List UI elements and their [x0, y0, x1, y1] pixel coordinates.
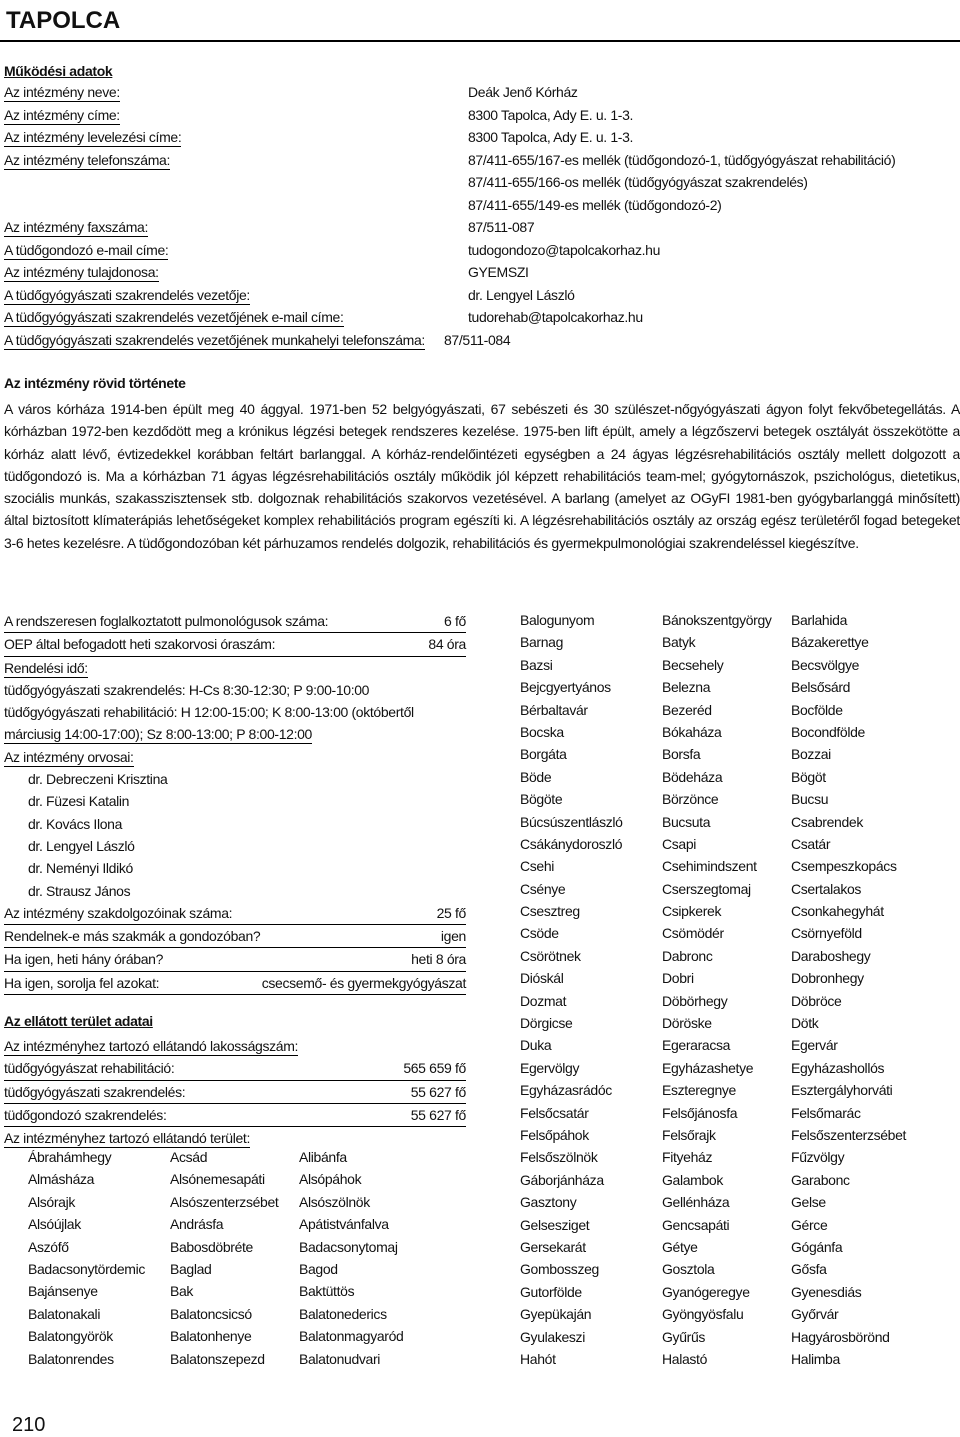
operational-data-title: Működési adatok — [4, 63, 113, 79]
settlement-name: Csesztreg — [520, 903, 580, 920]
settlement-name: Acsád — [170, 1149, 208, 1165]
settlement-name: Csapi — [662, 835, 697, 852]
operational-data-row — [4, 239, 944, 262]
operational-data-row — [4, 284, 944, 307]
settlement-name: Bazsi — [520, 656, 553, 673]
settlement-name: Csertalakos — [791, 880, 862, 897]
doctors-list — [4, 768, 466, 902]
settlement-name: Balogunyom — [520, 612, 595, 628]
settlement-name: Gyenesdiás — [791, 1283, 862, 1300]
settlement-name: Borsfa — [662, 746, 701, 763]
settlement-name: Csehi — [520, 858, 555, 875]
other-professions-row — [4, 925, 466, 948]
operational-data-row — [4, 171, 944, 194]
population-rows — [4, 1057, 466, 1127]
settlement-name: Bagod — [299, 1260, 338, 1277]
settlement-name: Alsórajk — [28, 1193, 75, 1210]
doctor-item — [4, 790, 466, 812]
settlement-name: Csonkahegyhát — [791, 903, 884, 920]
settlement-name: Bocska — [520, 723, 564, 740]
operational-data-label: A tüdőgyógyászati szakrendelés vezetője: — [4, 286, 250, 303]
settlement-name: Balatonrendes — [28, 1350, 114, 1367]
doctor-name: dr. Strausz János — [28, 882, 131, 899]
settlement-name: Bucsu — [791, 791, 829, 808]
settlement-name: Bödeháza — [662, 768, 723, 785]
settlement-name: Gosztola — [662, 1261, 715, 1278]
pulmonologists-row — [4, 610, 466, 633]
settlement-name: Belsősárd — [791, 679, 851, 696]
weekly-hours-label: Ha igen, heti hány órában? — [4, 951, 164, 968]
settlement-name: Döbröce — [791, 992, 842, 1009]
settlement-name: Gyulakeszi — [520, 1328, 585, 1345]
settlement-name: Felsőpáhok — [520, 1126, 589, 1143]
settlement-name: Dobri — [662, 970, 694, 987]
settlement-name: Csehimindszent — [662, 858, 757, 875]
settlement-name: Bocondfölde — [791, 723, 865, 740]
settlement-name: Csabrendek — [791, 813, 863, 830]
settlement-name: Győrvár — [791, 1306, 839, 1323]
operational-data-row — [4, 261, 944, 284]
settlement-name: Almásháza — [28, 1171, 95, 1188]
operational-data-section — [4, 62, 944, 351]
settlement-name: Bérbaltavár — [520, 701, 588, 718]
population-row-value: 55 627 fő — [410, 1106, 466, 1123]
settlement-name: Bázakerettye — [791, 634, 869, 651]
settlement-name: Egervölgy — [520, 1059, 580, 1076]
settlement-name: Alsószölnök — [299, 1193, 370, 1210]
weekly-hours-row — [4, 948, 466, 971]
doctor-item — [4, 880, 466, 902]
settlement-name: Gyanógeregye — [662, 1283, 750, 1300]
settlement-name: Balatonudvari — [299, 1350, 381, 1367]
settlement-name: Alsószenterzsébet — [170, 1193, 279, 1210]
operational-data-label: A tüdőgyógyászati szakrendelés vezetőjének e-mail címe: — [4, 309, 344, 325]
settlement-name: Bak — [170, 1283, 194, 1300]
settlement-name: Belezna — [662, 679, 711, 696]
settlement-name: Egervár — [791, 1037, 838, 1054]
hours-label-row — [4, 657, 466, 679]
professions-list-row — [4, 972, 466, 995]
operational-data-label: A tüdőgyógyászati szakrendelés vezetőjének munkahelyi telefonszáma: — [4, 331, 425, 348]
settlement-name: Csénye — [520, 880, 566, 897]
settlement-name: Felsőrajk — [662, 1126, 716, 1143]
settlement-name: Batyk — [662, 634, 696, 651]
area-section — [4, 1035, 466, 1149]
settlement-name: Csörnyeföld — [791, 925, 862, 942]
operational-data-value: 8300 Tapolca, Ady E. u. 1-3. — [468, 129, 634, 145]
settlement-name: Gutorfölde — [520, 1283, 582, 1300]
hours-line-2-text: tüdőgyógyászati rehabilitáció: H 12:00-15:00; K 8:00-13:00 (októbertől — [4, 704, 414, 721]
operational-data-value: 87/411-655/167-es mellék (tüdőgondozó-1, tüdőgyógyászat rehabilitáció) — [468, 151, 896, 168]
operational-data-label: Az intézmény tulajdonosa: — [4, 264, 159, 280]
operational-data-row — [4, 329, 944, 352]
operational-data-label: Az intézmény levelezési címe: — [4, 129, 182, 145]
settlement-name: Dozmat — [520, 992, 567, 1009]
operational-data-row — [4, 81, 944, 104]
settlement-name: Balatonederics — [299, 1305, 387, 1322]
doctor-name: dr. Füzesi Katalin — [28, 793, 130, 810]
settlement-name: Barlahida — [791, 612, 848, 628]
settlement-name: Balatonszepezd — [170, 1350, 265, 1367]
operational-data-row — [4, 216, 944, 239]
settlement-name: Balatonakali — [28, 1305, 101, 1322]
settlement-name: Gősfa — [791, 1261, 827, 1278]
settlement-name: Gombosszeg — [520, 1261, 599, 1278]
settlement-name: Hahót — [520, 1350, 556, 1367]
population-row — [4, 1081, 466, 1104]
settlement-name: Becsehely — [662, 656, 724, 673]
settlement-name: Dióskál — [520, 970, 564, 987]
settlement-column — [170, 1146, 278, 1370]
settlement-name: Alsónemesapáti — [170, 1171, 265, 1188]
settlement-name: Egeraracsa — [662, 1037, 731, 1054]
operational-data-value: 87/511-087 — [468, 219, 535, 235]
operational-data-label: Az intézmény neve: — [4, 84, 120, 100]
settlement-name: Csöde — [520, 925, 559, 942]
settlement-name: Cserszegtomaj — [662, 880, 751, 897]
operational-data-value: 87/411-655/149-es mellék (tüdőgondozó-2) — [468, 196, 722, 213]
page-number: 210 — [12, 1414, 46, 1436]
settlement-name: Egyházashollós — [791, 1059, 885, 1076]
settlement-name: Aszófő — [28, 1238, 69, 1255]
population-label-row — [4, 1035, 466, 1057]
hours-line-3-text: márciusig 14:00-17:00); Sz 8:00-13:00; P 8:00-12:00 — [4, 726, 312, 743]
settlement-name: Felsőszölnök — [520, 1149, 598, 1166]
settlement-name: Baktüttös — [299, 1283, 355, 1300]
settlement-name: Balatonhenye — [170, 1328, 252, 1345]
settlement-name: Daraboshegy — [791, 947, 871, 964]
settlement-name: Gétye — [662, 1238, 698, 1255]
settlement-name: Badacsonytomaj — [299, 1238, 398, 1255]
population-row — [4, 1057, 466, 1080]
settlement-name: Felsőmarác — [791, 1104, 861, 1121]
operational-data-value: 87/411-655/166-os mellék (tüdőgyógyászat szakrendelés) — [468, 174, 808, 190]
operational-data-rows — [4, 81, 944, 351]
settlement-column — [662, 609, 772, 1370]
doctor-name: dr. Debreczeni Krisztina — [28, 771, 168, 788]
settlement-name: Gencsapáti — [662, 1216, 730, 1233]
page-title: TAPOLCA — [6, 7, 121, 34]
settlement-name: Alsóújlak — [28, 1216, 81, 1233]
settlement-name: Bezeréd — [662, 701, 712, 718]
settlement-name: Halimba — [791, 1350, 840, 1367]
operational-data-row — [4, 306, 944, 329]
settlement-name: Gelse — [791, 1194, 826, 1211]
doctor-item — [4, 768, 466, 790]
population-row-label: tüdőgyógyászati szakrendelés: — [4, 1083, 186, 1100]
settlement-name: Gyűrűs — [662, 1328, 706, 1345]
settlement-name: Halastó — [662, 1350, 708, 1367]
operational-data-value: GYEMSZI — [468, 264, 529, 280]
settlement-name: Apátistvánfalva — [299, 1216, 389, 1233]
settlement-name: Böde — [520, 768, 552, 785]
history-text: A város kórháza 1914-ben épült meg 40 ággyal. 1971-ben 52 belgyógyászati, 67 sebészeti és 30 szülészet-nőgyógyászati ágyon folyt fekvőbetegellátás. A kórházban 1972-ben kezdődött meg a krónikus légzési betegek rendszeres kezelése. 1975-ben lift épült, amely a légzőszervi betegek osztályát összekötötte a kórház alatt lévő, évtizedekkel korábban feltárt barlanggal. A kórház-rendelőintézeti egységben a 24 ágyas légzésrehabilitációs osztály mellett dolgozott a tüdőgondozó is. Ma a kórházban 71 ágyas légzésrehabilitációs osztály működik jól képzett rehabilitációs team-mel; gyógytornászok, pszichológus, dietetikus, szociális munkás, szakasszisztensek stb. dolgoznak rehabilitációs szakorvos vezetésével. A barlang (amelyet az OGyFI 1981-ben gyógybarlanggá minősített) által biztosított klímaterápiás lehetőségeket komplex rehabilitációs program egészíti ki. A légzésrehabilitációs osztály az ország egész területéről fogad betegeket 3-6 hetes kezelésre. A tüdőgondozóban két párhuzamos rendelés dolgozik, rehabilitációs és gyermekpulmonológiai szakrendeléssel kiegészítve. — [4, 401, 960, 551]
settlement-name: Ábrahámhegy — [28, 1149, 112, 1165]
doctor-name: dr. Kovács Ilona — [28, 815, 123, 832]
population-row-label: tüdőgyógyászat rehabilitáció: — [4, 1060, 175, 1077]
settlement-name: Bögöte — [520, 791, 563, 808]
settlement-name: Babosdöbréte — [170, 1238, 253, 1255]
hours-line-1-text: tüdőgyógyászati szakrendelés: H-Cs 8:30-12:30; P 9:00-10:00 — [4, 681, 370, 698]
settlement-name: Dötk — [791, 1015, 819, 1032]
settlement-name: Gyepükaján — [520, 1306, 592, 1323]
history-title: Az intézmény rövid története — [4, 375, 186, 391]
settlement-name: Esztergályhorváti — [791, 1082, 893, 1099]
settlement-column — [520, 609, 623, 1370]
oep-row — [4, 633, 466, 656]
settlement-name: Gérce — [791, 1216, 828, 1233]
operational-data-row — [4, 104, 944, 127]
settlement-name: Bajánsenye — [28, 1283, 98, 1300]
oep-value: 84 óra — [428, 636, 466, 653]
settlement-name: Csömödér — [662, 925, 724, 942]
settlement-name: Andrásfa — [170, 1216, 224, 1233]
settlement-name: Balatoncsicsó — [170, 1305, 252, 1322]
professions-list-label: Ha igen, sorolja fel azokat: — [4, 974, 160, 991]
operational-data-label: Az intézmény címe: — [4, 106, 120, 123]
settlement-name: Barnag — [520, 634, 564, 651]
settlement-column — [299, 1146, 404, 1370]
settlement-name: Alibánfa — [299, 1149, 347, 1165]
doctor-item — [4, 857, 466, 879]
doctors-label: Az intézmény orvosai: — [4, 748, 134, 765]
settlement-column — [28, 1146, 145, 1370]
settlement-name: Gáborjánháza — [520, 1171, 604, 1188]
settlement-name: Gyöngyösfalu — [662, 1306, 744, 1323]
settlement-name: Bánokszentgyörgy — [662, 612, 772, 628]
settlement-name: Hagyárosbörönd — [791, 1328, 890, 1345]
staff-value: 25 fő — [436, 904, 466, 921]
operational-data-label: A tüdőgondozó e-mail címe: — [4, 241, 169, 258]
settlement-name: Gelsesziget — [520, 1216, 590, 1233]
population-row-value: 55 627 fő — [410, 1083, 466, 1100]
operational-data-value: tudogondozo@tapolcakorhaz.hu — [468, 241, 661, 258]
doctor-item — [4, 835, 466, 857]
oep-label: OEP által befogadott heti szakorvosi óraszám: — [4, 636, 276, 653]
operational-data-row — [4, 194, 944, 217]
hours-line-3 — [4, 723, 466, 745]
territory-label: Az intézményhez tartozó ellátandó terület: — [4, 1130, 251, 1147]
hours-label: Rendelési idő: — [4, 659, 88, 676]
hours-line-2 — [4, 701, 466, 723]
settlement-name: Felsőszenterzsébet — [791, 1126, 907, 1143]
operational-data-value: Deák Jenő Kórház — [468, 84, 578, 100]
settlement-name: Csempeszkopács — [791, 858, 897, 875]
settlement-name: Búcsúszentlászló — [520, 813, 623, 830]
weekly-hours-value: heti 8 óra — [411, 951, 466, 968]
settlement-name: Balatongyörök — [28, 1328, 113, 1345]
settlement-name: Becsvölgye — [791, 656, 860, 673]
settlement-name: Borgáta — [520, 746, 567, 763]
settlement-name: Fityeház — [662, 1149, 713, 1166]
settlement-name: Duka — [520, 1037, 552, 1054]
population-row-value: 565 659 fő — [403, 1060, 466, 1077]
operational-data-value: 8300 Tapolca, Ady E. u. 1-3. — [468, 106, 634, 123]
settlement-name: Gersekarát — [520, 1238, 586, 1255]
operational-data-value: dr. Lengyel László — [468, 286, 575, 303]
settlement-name: Galambok — [662, 1171, 724, 1188]
settlement-name: Eszteregnye — [662, 1082, 736, 1099]
settlement-name: Csatár — [791, 835, 831, 852]
settlement-name: Dobronhegy — [791, 970, 864, 987]
operational-data-value: tudorehab@tapolcakorhaz.hu — [468, 309, 643, 325]
doctors-label-row — [4, 746, 466, 768]
staff-row — [4, 902, 466, 925]
population-label: Az intézményhez tartozó ellátandó lakosságszám: — [4, 1038, 299, 1054]
settlement-name: Badacsonytördemic — [28, 1260, 146, 1277]
doctor-name: dr. Lengyel László — [28, 837, 135, 854]
hours-line-1 — [4, 679, 466, 701]
pulmonologists-value: 6 fő — [444, 613, 466, 629]
settlement-name: Balatonmagyaród — [299, 1328, 404, 1345]
other-professions-label: Rendelnek-e más szakmák a gondozóban? — [4, 928, 261, 945]
settlement-name: Dörgicse — [520, 1015, 573, 1032]
staff-label: Az intézmény szakdolgozóinak száma: — [4, 904, 233, 921]
settlement-name: Gasztony — [520, 1194, 577, 1211]
population-row-label: tüdőgondozó szakrendelés: — [4, 1106, 167, 1123]
settlement-name: Csörötnek — [520, 947, 581, 964]
operational-data-row — [4, 149, 944, 172]
settlement-name: Bucsuta — [662, 813, 711, 830]
settlement-name: Bókaháza — [662, 723, 722, 740]
settlement-name: Fűzvölgy — [791, 1149, 845, 1166]
settlement-name: Gógánfa — [791, 1238, 843, 1255]
page-header — [0, 0, 960, 42]
population-row — [4, 1104, 466, 1127]
settlement-name: Bejcgyertyános — [520, 679, 611, 696]
operational-data-value: 87/511-084 — [444, 331, 511, 348]
doctor-name: dr. Neményi Ildikó — [28, 860, 133, 877]
settlement-name: Egyházasrádóc — [520, 1082, 612, 1099]
settlement-name: Csipkerek — [662, 903, 722, 920]
settlement-name: Bocfölde — [791, 701, 843, 718]
settlement-name: Bögöt — [791, 768, 826, 785]
settlement-name: Felsőcsatár — [520, 1104, 589, 1121]
settlement-name: Bozzai — [791, 746, 831, 763]
settlement-name: Börzönce — [662, 791, 719, 808]
operational-data-row — [4, 126, 944, 149]
settlement-name: Csákánydoroszló — [520, 835, 623, 852]
settlement-name: Dabronc — [662, 947, 713, 964]
settlement-name: Gellénháza — [662, 1194, 730, 1211]
settlement-name: Felsőjánosfa — [662, 1104, 738, 1121]
facts-section — [4, 610, 466, 995]
professions-list-value: csecsemő- és gyermekgyógyászat — [261, 974, 466, 991]
operational-data-label: Az intézmény telefonszáma: — [4, 151, 170, 168]
settlement-name: Baglad — [170, 1260, 212, 1277]
settlement-name: Döröske — [662, 1015, 712, 1032]
settlement-name: Döbörhegy — [662, 992, 728, 1009]
other-professions-value: igen — [440, 928, 466, 945]
settlement-name: Egyházashetye — [662, 1059, 754, 1076]
area-title: Az ellátott terület adatai — [4, 1013, 153, 1029]
settlement-name: Garabonc — [791, 1171, 850, 1188]
pulmonologists-label: A rendszeresen foglalkoztatott pulmonológusok száma: — [4, 613, 329, 629]
settlement-column — [791, 609, 906, 1370]
operational-data-label: Az intézmény faxszáma: — [4, 219, 149, 235]
settlement-name: Alsópáhok — [299, 1171, 362, 1188]
doctor-item — [4, 813, 466, 835]
